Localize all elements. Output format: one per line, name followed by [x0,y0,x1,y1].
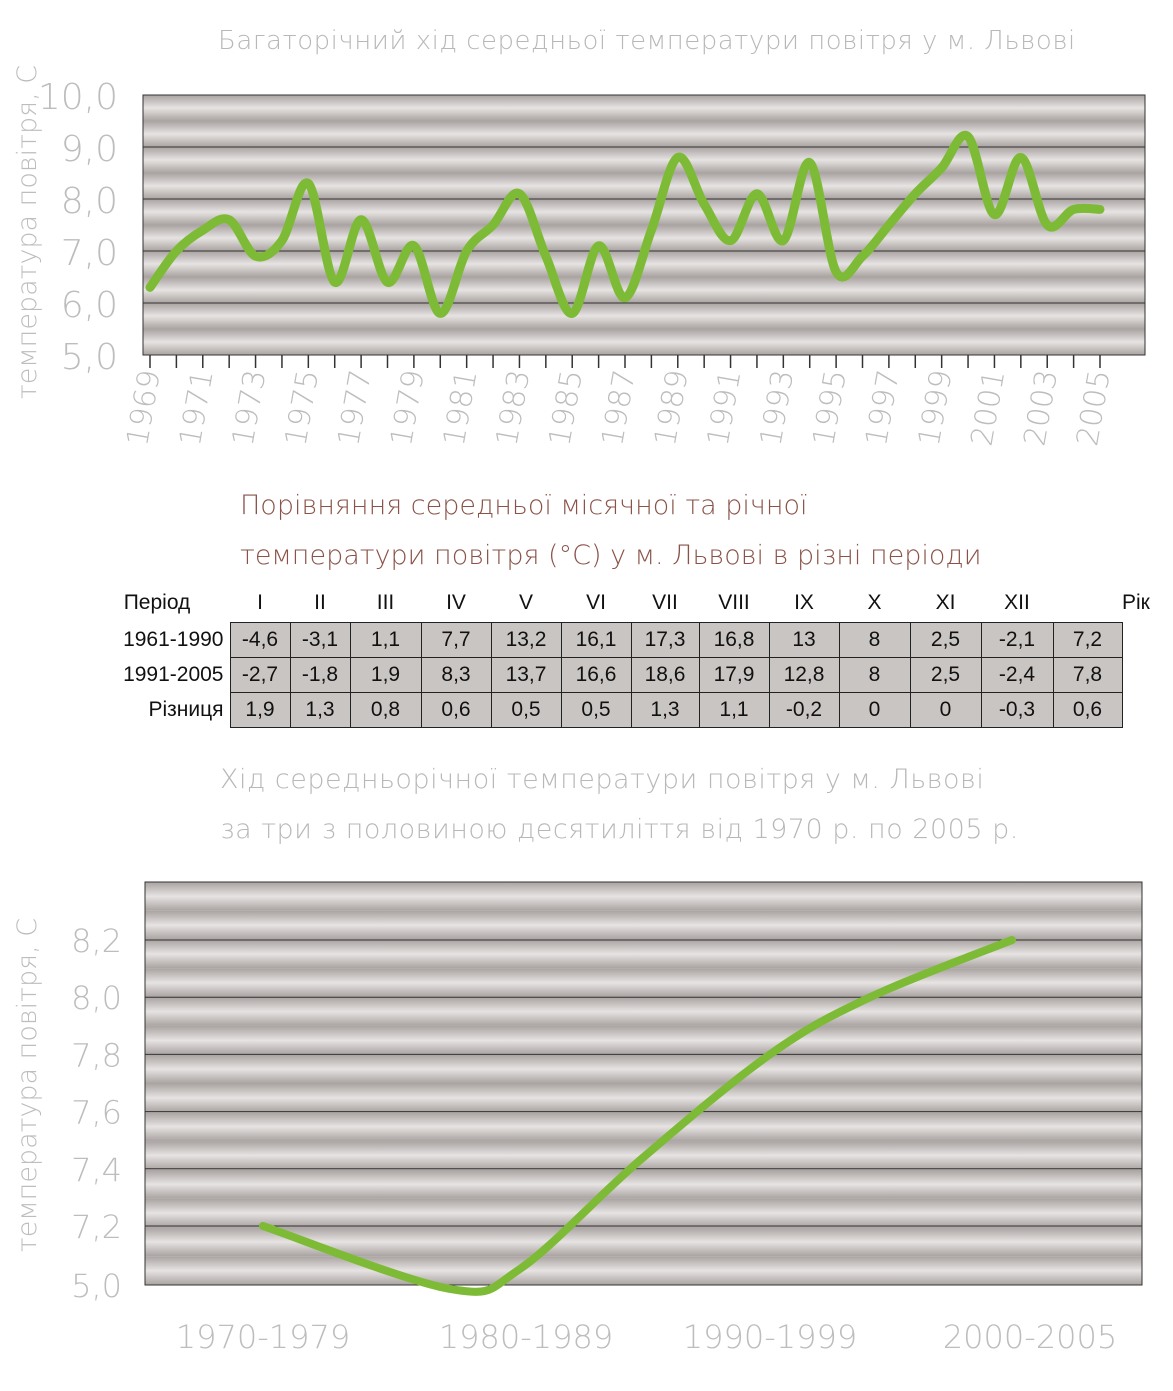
plot-band [145,1026,1142,1055]
x-tick-label: 1973 [225,367,274,449]
plot-band [145,968,1142,997]
table-cell: 1,1 [699,693,769,728]
y-tick-label: 9,0 [60,129,118,170]
table-header-cell: VII [652,591,678,614]
table-cell: 0,5 [491,693,561,728]
x-tick-label: 1999 [911,367,960,449]
table-header-cell: III [376,591,395,614]
table-cell: 7,2 [1053,623,1122,658]
table-header-cell: VI [586,591,606,614]
x-tick-label: 1991 [700,367,749,449]
plot-band [145,1084,1142,1113]
plot-band [145,1199,1142,1228]
x-category-label: 1990-1999 [682,1318,858,1356]
y-tick-label: 7,6 [71,1093,122,1132]
table-cell: 16,8 [699,623,769,658]
plot-band [145,997,1142,1026]
table-cell: 1,9 [350,658,421,693]
y-tick-label: 8,0 [71,979,122,1018]
table-header-cell: XII [1004,591,1030,614]
table-cell: -2,4 [981,658,1053,693]
y-tick-label: 7,2 [71,1208,122,1246]
x-category-label: 2000-2005 [942,1318,1118,1356]
table-cell: 0,5 [561,693,631,728]
x-tick-label: 1975 [278,367,327,449]
x-tick-label: 1979 [384,367,432,449]
table-header-cell: IV [446,591,466,614]
table-cell: 1,1 [350,623,421,658]
table-cell: -2,1 [981,623,1053,658]
table-header-cell: VIII [718,591,750,614]
y-tick-label: 6,0 [60,285,118,326]
table-cell: 0 [839,693,910,728]
table-title-line2: температури повітря (°С) у м. Львові в різні періоди [240,540,982,571]
y-tick-label: 5,0 [71,1267,122,1305]
x-tick-label: 1987 [595,367,643,449]
table-cell: -2,7 [230,658,290,693]
table-cell: 0,6 [421,693,491,728]
table-cell: 0,8 [350,693,421,728]
table-cell: 17,9 [699,658,769,693]
chart1-title: Багаторічний хід середньої температури повітря у м. Львові [218,26,1076,56]
table-cell: 18,6 [631,658,699,693]
table-cell: 7,8 [1053,658,1122,693]
table-cell: 13,2 [491,623,561,658]
x-tick-label: 1969 [120,367,168,449]
x-tick-label: 1983 [489,367,538,449]
table-cell: -4,6 [230,623,290,658]
y-tick-label: 8,2 [71,922,122,960]
row-label: 1991-2005 [123,663,224,686]
table-cell: -3,1 [290,623,350,658]
table-cell: 12,8 [769,658,839,693]
y-tick-label: 7,4 [71,1150,122,1189]
plot-band [145,911,1142,940]
table-header-cell: XI [935,591,956,614]
table-header-cell: IX [794,591,814,614]
table-header-cell: X [867,591,882,614]
x-tick-label: 1997 [859,367,907,449]
x-category-label: 1970-1979 [175,1318,351,1356]
plot-band [145,1256,1142,1285]
table-cell: 17,3 [631,623,699,658]
row-label: Різниця [148,698,224,721]
x-category-label: 1980-1989 [438,1318,614,1356]
table-cell: 8 [839,623,910,658]
plot-band [145,882,1142,911]
table-cell: 1,3 [290,693,350,728]
table-cell: 1,9 [230,693,290,728]
x-tick-label: 1993 [753,367,802,449]
x-tick-label: 1977 [331,367,379,449]
plot-band [145,1055,1142,1084]
y-tick-label: 5,0 [60,337,118,378]
x-tick-label: 1985 [542,367,591,449]
row-label: 1961-1990 [123,628,224,651]
table-cell: 0 [910,693,981,728]
y-tick-label: 7,0 [60,233,118,274]
table-header-cell: Рік [1122,591,1150,615]
chart2-title-line2: за три з половиною десятиліття від 1970 р. по 2005 р. [220,814,1019,845]
chart2-ylabel: температура повітря, С [12,917,43,1253]
table-cell: 0,6 [1053,693,1122,728]
table-cell: 16,6 [561,658,631,693]
table-header-period: Період [123,591,191,615]
plot-band [145,1170,1142,1199]
table-cell: 16,1 [561,623,631,658]
x-tick-label: 1971 [172,367,221,449]
table-cell: 2,5 [910,623,981,658]
chart2-title-line1: Хід середньорічної температури повітря у м. Львові [220,764,985,795]
table-cell: 13 [769,623,839,658]
y-tick-label: 10,0 [37,77,118,118]
table-cell: -0,3 [981,693,1053,728]
table-cell: -0,2 [769,693,839,728]
table-cell: 8,3 [421,658,491,693]
x-tick-label: 2005 [1070,367,1118,449]
plot-band [145,1112,1142,1141]
table-cell: 1,3 [631,693,699,728]
table-header-cell: V [518,591,533,614]
chart1-ylabel: температура повітря, С [12,64,43,400]
table-cell: 2,5 [910,658,981,693]
x-tick-label: 1995 [806,367,854,449]
table-cell: 7,7 [421,623,491,658]
x-tick-label: 1981 [436,367,485,449]
table-cell: -1,8 [290,658,350,693]
plot-band [145,1227,1142,1256]
table-header-cell: II [314,591,326,614]
y-tick-label: 8,0 [60,181,118,222]
table-header-cell: I [257,591,263,614]
x-tick-label: 2001 [964,367,1013,449]
x-tick-label: 2003 [1017,367,1066,449]
x-tick-label: 1989 [647,367,696,449]
table-cell: 13,7 [491,658,561,693]
table-title-line1: Порівняння середньої місячної та річної [240,490,808,521]
table-cell: 8 [839,658,910,693]
y-tick-label: 7,8 [71,1036,122,1075]
